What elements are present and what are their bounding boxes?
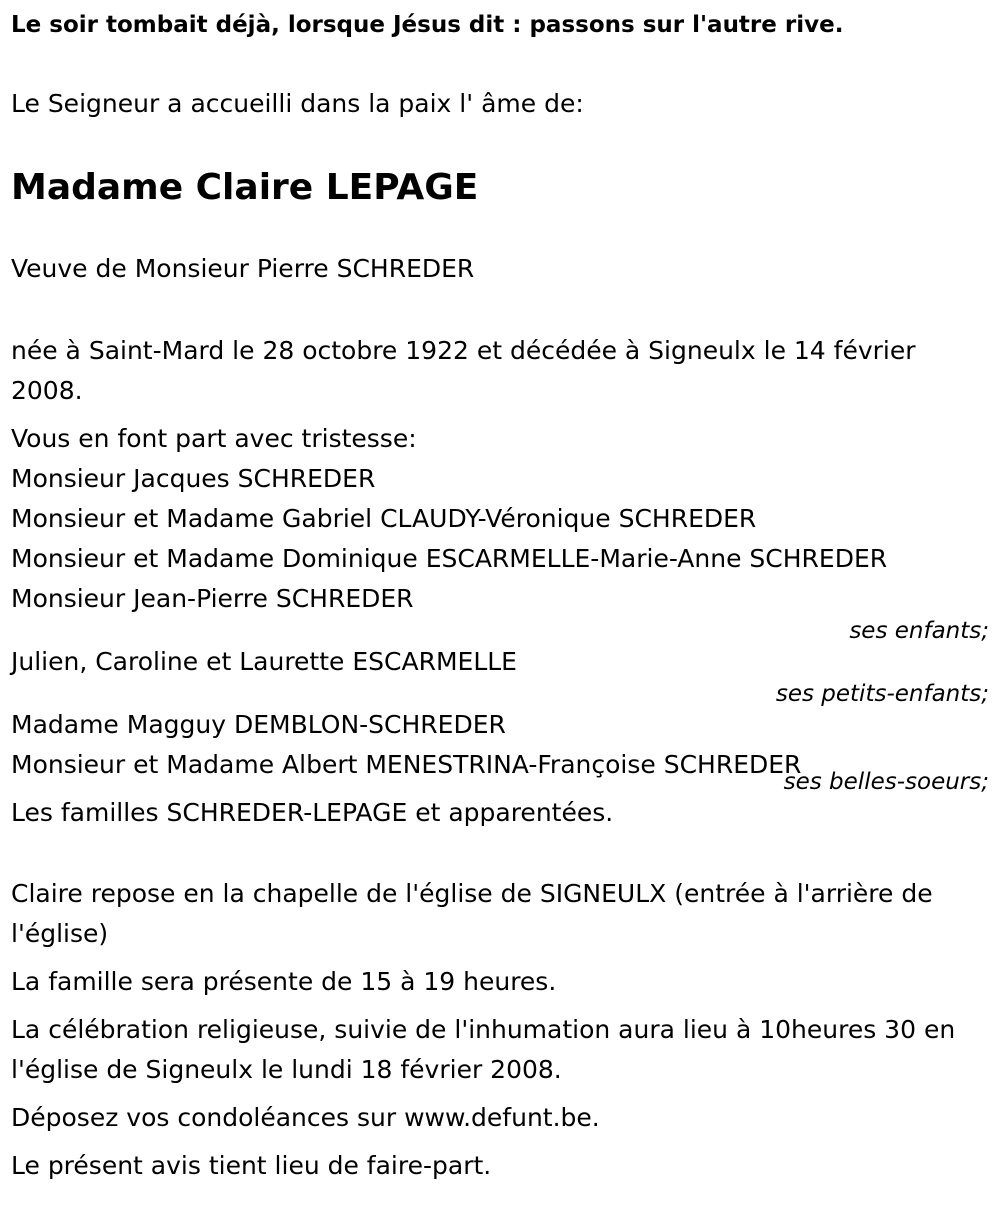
death-notice (11, 0, 991, 1186)
family-member: Monsieur et Madame Albert MENESTRINA-Françoise SCHREDER (11, 750, 802, 779)
announce-text: Vous en font part avec tristesse: (11, 424, 417, 453)
families-text: Les familles SCHREDER-LEPAGE et apparentées. (11, 798, 614, 827)
children-list (11, 459, 991, 619)
children-role: ses enfants; (849, 618, 989, 644)
widow-of: Veuve de Monsieur Pierre SCHREDER (11, 254, 475, 283)
repose-text: Claire repose en la chapelle de l'église de SIGNEULX (entrée à l'arrière de l'église) (11, 879, 933, 948)
intro-text: Le Seigneur a accueilli dans la paix l' âme de: (11, 89, 584, 118)
family-member: Monsieur et Madame Gabriel CLAUDY-Véronique SCHREDER (11, 504, 757, 533)
deceased-name: Madame Claire LEPAGE (11, 167, 479, 208)
grandchildren-role: ses petits-enfants; (775, 681, 989, 707)
family-presence-text: La famille sera présente de 15 à 19 heures. (11, 967, 557, 996)
family-member: Madame Magguy DEMBLON-SCHREDER (11, 710, 506, 739)
notice-text: Le présent avis tient lieu de faire-part. (11, 1151, 492, 1180)
sisters-in-law-role: ses belles-soeurs; (783, 769, 989, 795)
family-member: Julien, Caroline et Laurette ESCARMELLE (11, 647, 517, 676)
bible-verse: Le soir tombait déjà, lorsque Jésus dit : passons sur l'autre rive. (11, 12, 844, 38)
condolences-text: Déposez vos condoléances sur www.defunt.be. (11, 1103, 600, 1132)
ceremony-text: La célébration religieuse, suivie de l'inhumation aura lieu à 10heures 30 en l'église de Signeulx le lundi 18 février 2008. (11, 1015, 956, 1084)
birth-death-dates: née à Saint-Mard le 28 octobre 1922 et décédée à Signeulx le 14 février 2008. (11, 336, 916, 405)
family-member: Monsieur Jacques SCHREDER (11, 464, 376, 493)
family-member: Monsieur et Madame Dominique ESCARMELLE-Marie-Anne SCHREDER (11, 544, 888, 573)
family-member: Monsieur Jean-Pierre SCHREDER (11, 584, 414, 613)
